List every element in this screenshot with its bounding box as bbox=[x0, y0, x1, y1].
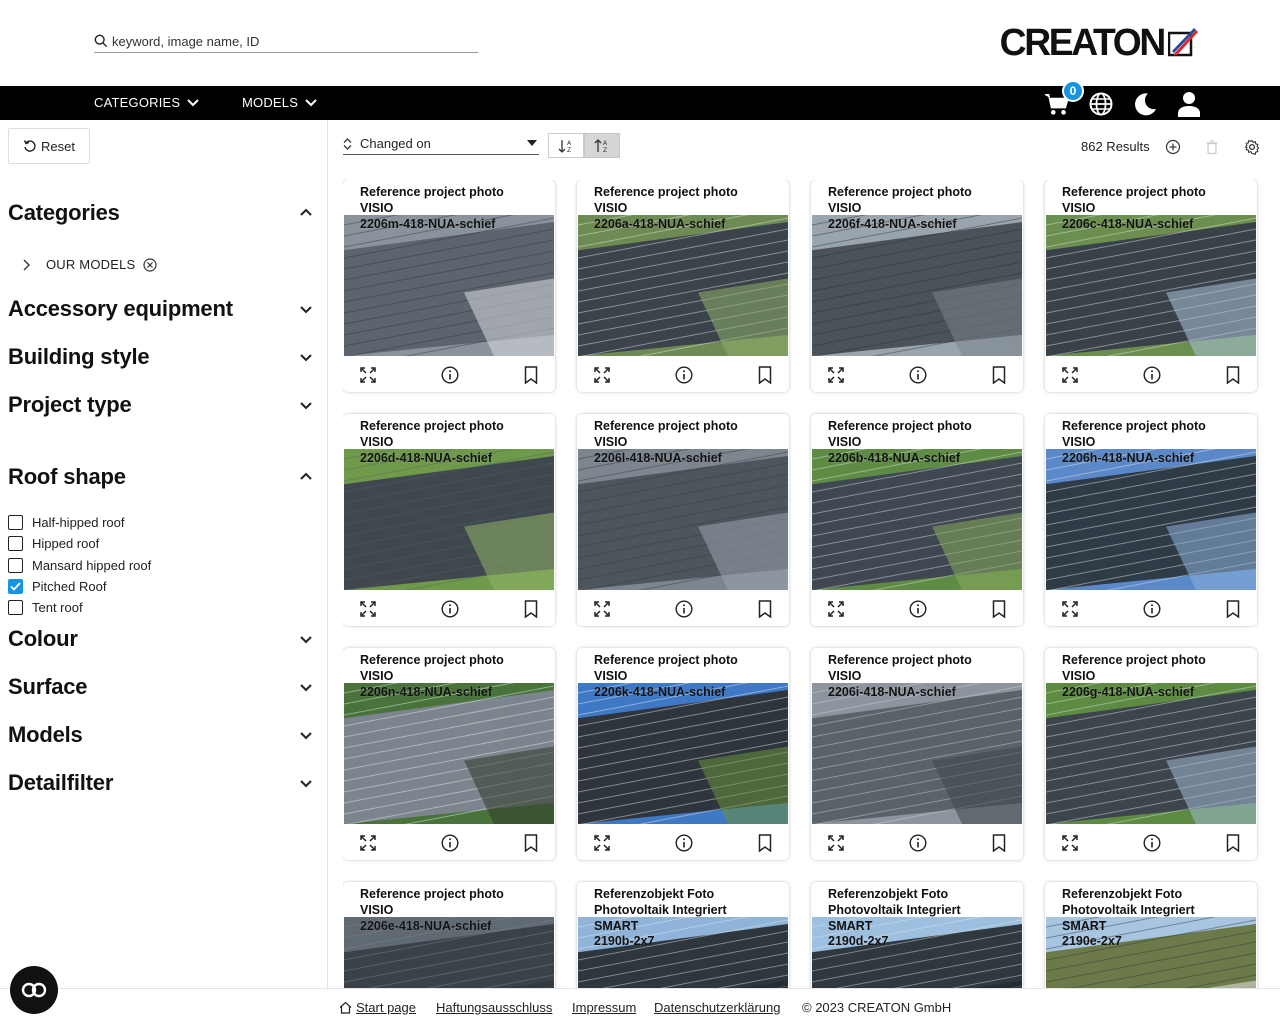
info-button[interactable] bbox=[441, 834, 459, 852]
bookmark-button[interactable] bbox=[756, 366, 774, 384]
card-title bbox=[828, 653, 972, 685]
option-label: Hipped roof bbox=[32, 536, 100, 552]
expand-icon bbox=[1062, 367, 1078, 383]
expand-icon bbox=[1062, 601, 1078, 617]
card-photo[interactable] bbox=[344, 215, 554, 356]
svg-text:A: A bbox=[567, 139, 572, 147]
card-title-line1: Reference project photo bbox=[360, 653, 504, 667]
checkbox[interactable] bbox=[8, 558, 23, 573]
chevron-down-icon bbox=[300, 303, 312, 315]
option-label: Half-hipped roof bbox=[32, 515, 125, 531]
card-actions bbox=[343, 824, 555, 860]
option-label: Tent roof bbox=[32, 600, 83, 616]
trash-icon[interactable] bbox=[1204, 139, 1220, 155]
expand-icon bbox=[360, 367, 376, 383]
card-actions bbox=[811, 824, 1023, 860]
card-title bbox=[1062, 653, 1206, 685]
result-card[interactable] bbox=[343, 648, 555, 860]
card-title bbox=[828, 185, 972, 217]
option-label: Pitched Roof bbox=[32, 579, 107, 595]
info-button[interactable] bbox=[441, 600, 459, 618]
nav-models[interactable] bbox=[242, 95, 317, 110]
expand-button[interactable] bbox=[359, 600, 377, 618]
roof-option-mansard-hipped[interactable] bbox=[8, 555, 151, 576]
creaton-logo[interactable] bbox=[998, 22, 1198, 64]
card-photo[interactable] bbox=[1046, 215, 1256, 356]
search-bar[interactable] bbox=[94, 30, 478, 53]
card-title-line1: Reference project photo bbox=[1062, 653, 1206, 667]
card-image-id: 2206f-418-NUA-schief bbox=[828, 217, 957, 231]
facet-title: Models bbox=[8, 722, 83, 747]
chevron-down-icon bbox=[300, 633, 312, 645]
sort-descending-button[interactable] bbox=[548, 133, 584, 158]
roof-option-pitched[interactable] bbox=[8, 576, 151, 597]
chevron-down-icon bbox=[187, 99, 199, 107]
chevron-down-icon bbox=[300, 681, 312, 693]
roof-shape-options bbox=[8, 512, 151, 618]
chevron-down-icon bbox=[300, 351, 312, 363]
card-title-line2: Photovoltaik Integriert bbox=[1062, 902, 1195, 917]
footer-copyright: © 2023 CREATON GmbH bbox=[802, 1000, 952, 1015]
card-photo[interactable] bbox=[812, 449, 1022, 590]
footer-link-datenschutz[interactable]: Datenschutzerklärung bbox=[654, 1000, 781, 1015]
card-image-id: 2206g-418-NUA-schief bbox=[1062, 685, 1194, 699]
bookmark-icon bbox=[992, 600, 1006, 618]
info-icon bbox=[675, 600, 693, 618]
result-card[interactable] bbox=[1045, 414, 1257, 626]
bookmark-button[interactable] bbox=[522, 600, 540, 618]
roof-option-hipped[interactable] bbox=[8, 533, 151, 554]
info-button[interactable] bbox=[675, 600, 693, 618]
chevron-down-icon bbox=[305, 99, 317, 107]
card-photo-svg bbox=[1046, 449, 1256, 590]
globe-icon bbox=[1089, 92, 1113, 116]
expand-button[interactable] bbox=[827, 366, 845, 384]
facet-roof-shape[interactable] bbox=[8, 464, 314, 490]
result-card[interactable] bbox=[1045, 180, 1257, 392]
expand-icon bbox=[594, 835, 610, 851]
info-icon bbox=[441, 366, 459, 384]
reset-icon bbox=[23, 139, 37, 153]
info-button[interactable] bbox=[1143, 834, 1161, 852]
chevron-down-icon bbox=[300, 777, 312, 789]
card-image-id: 2190d-2x7 bbox=[828, 934, 889, 948]
bookmark-button[interactable] bbox=[990, 366, 1008, 384]
card-title bbox=[360, 653, 504, 685]
card-title-line2: VISIO bbox=[828, 668, 862, 683]
result-card[interactable] bbox=[577, 180, 789, 392]
info-icon bbox=[675, 834, 693, 852]
card-title-line2: VISIO bbox=[594, 434, 628, 449]
card-title-line2: VISIO bbox=[360, 668, 394, 683]
facet-title: Detailfilter bbox=[8, 770, 114, 795]
card-photo[interactable] bbox=[578, 449, 788, 590]
logo-text: CREATON bbox=[999, 22, 1164, 64]
card-photo-svg bbox=[344, 449, 554, 590]
card-image-id: 2206c-418-NUA-schief bbox=[1062, 217, 1194, 231]
checkbox[interactable] bbox=[8, 600, 23, 615]
bookmark-icon bbox=[992, 834, 1006, 852]
expand-icon bbox=[360, 835, 376, 851]
nav-categories[interactable] bbox=[94, 95, 199, 110]
info-icon bbox=[441, 834, 459, 852]
card-photo-svg bbox=[812, 449, 1022, 590]
card-title-line2: VISIO bbox=[360, 200, 394, 215]
card-image-id: 2190b-2x7 bbox=[594, 934, 655, 948]
expand-button[interactable] bbox=[1061, 834, 1079, 852]
svg-text:Z: Z bbox=[603, 146, 608, 153]
info-icon bbox=[1143, 834, 1161, 852]
footer bbox=[0, 988, 1280, 1024]
expand-icon bbox=[594, 601, 610, 617]
card-photo[interactable] bbox=[344, 917, 554, 988]
card-actions bbox=[1045, 356, 1257, 392]
card-title bbox=[360, 419, 504, 451]
card-photo[interactable] bbox=[1046, 683, 1256, 824]
card-photo-svg bbox=[578, 449, 788, 590]
card-image-id: 2206l-418-NUA-schief bbox=[594, 451, 722, 465]
gear-icon[interactable] bbox=[1244, 139, 1260, 155]
bookmark-button[interactable] bbox=[756, 834, 774, 852]
card-title-line3: SMART bbox=[828, 918, 873, 933]
card-title-line2: VISIO bbox=[360, 902, 394, 917]
card-title-line3: SMART bbox=[1062, 918, 1107, 933]
sort-ascending-button[interactable] bbox=[584, 133, 620, 158]
card-title-line1: Reference project photo bbox=[1062, 419, 1206, 433]
card-actions bbox=[1045, 824, 1257, 860]
main-nav bbox=[0, 86, 1280, 120]
option-label: Mansard hipped roof bbox=[32, 557, 152, 573]
card-title bbox=[828, 887, 961, 934]
accessibility-button[interactable] bbox=[10, 966, 58, 1014]
card-photo[interactable] bbox=[1046, 449, 1256, 590]
expand-button[interactable] bbox=[1061, 366, 1079, 384]
footer-link-haftungsausschluss[interactable]: Haftungsausschluss bbox=[436, 1000, 553, 1015]
result-card[interactable] bbox=[1045, 882, 1257, 988]
info-button[interactable] bbox=[441, 366, 459, 384]
card-title-line1: Referenzobjekt Foto bbox=[1062, 887, 1183, 901]
card-title-line1: Reference project photo bbox=[594, 653, 738, 667]
expand-button[interactable] bbox=[827, 600, 845, 618]
card-photo-svg bbox=[812, 683, 1022, 824]
cart-count-badge: 0 bbox=[1062, 80, 1084, 102]
bookmark-button[interactable] bbox=[522, 834, 540, 852]
facet-title: Colour bbox=[8, 626, 78, 651]
facet-title: Categories bbox=[8, 200, 120, 225]
info-icon bbox=[675, 366, 693, 384]
footer-link-impressum[interactable]: Impressum bbox=[572, 1000, 637, 1015]
card-photo-svg bbox=[1046, 215, 1256, 356]
bookmark-button[interactable] bbox=[1224, 834, 1242, 852]
expand-button[interactable] bbox=[827, 834, 845, 852]
card-actions bbox=[577, 590, 789, 626]
expand-icon bbox=[594, 367, 610, 383]
checkbox[interactable] bbox=[8, 536, 23, 551]
card-title-line1: Referenzobjekt Foto bbox=[594, 887, 715, 901]
caret-down-icon bbox=[527, 140, 537, 146]
filter-sidebar bbox=[0, 120, 328, 988]
nav-models-label: MODELS bbox=[242, 95, 299, 110]
card-title-line1: Reference project photo bbox=[828, 185, 972, 199]
card-title-line2: VISIO bbox=[594, 668, 628, 683]
results-count: 862 Results bbox=[1081, 139, 1150, 154]
expand-button[interactable] bbox=[593, 600, 611, 618]
info-button[interactable] bbox=[1143, 600, 1161, 618]
card-photo[interactable] bbox=[812, 683, 1022, 824]
reset-button[interactable] bbox=[8, 128, 90, 164]
card-photo[interactable] bbox=[344, 683, 554, 824]
chevron-right-icon bbox=[22, 259, 30, 271]
card-photo[interactable] bbox=[578, 683, 788, 824]
bookmark-icon bbox=[758, 834, 772, 852]
card-title-line1: Reference project photo bbox=[360, 887, 504, 901]
user-icon bbox=[1177, 91, 1201, 117]
result-card[interactable] bbox=[577, 414, 789, 626]
bookmark-icon bbox=[758, 366, 772, 384]
expand-icon bbox=[828, 601, 844, 617]
card-actions bbox=[1045, 590, 1257, 626]
card-image-id: 2206a-418-NUA-schief bbox=[594, 217, 726, 231]
result-card[interactable] bbox=[343, 882, 555, 988]
checkbox[interactable] bbox=[8, 515, 23, 530]
bookmark-icon bbox=[524, 600, 538, 618]
info-icon bbox=[1143, 600, 1161, 618]
sort-direction-group bbox=[548, 133, 620, 158]
card-photo-svg bbox=[812, 215, 1022, 356]
info-button[interactable] bbox=[675, 366, 693, 384]
bookmark-button[interactable] bbox=[1224, 600, 1242, 618]
info-icon bbox=[909, 834, 927, 852]
facet-title: Project type bbox=[8, 392, 132, 417]
bookmark-icon bbox=[992, 366, 1006, 384]
result-card[interactable] bbox=[1045, 648, 1257, 860]
facet-title: Surface bbox=[8, 674, 88, 699]
logo-mark-icon bbox=[1168, 28, 1198, 58]
card-image-id: 2206k-418-NUA-schief bbox=[594, 685, 726, 699]
search-input[interactable] bbox=[112, 34, 452, 49]
bookmark-button[interactable] bbox=[990, 600, 1008, 618]
card-title-line2: VISIO bbox=[1062, 434, 1096, 449]
card-photo-svg bbox=[578, 215, 788, 356]
card-title-line1: Reference project photo bbox=[594, 185, 738, 199]
card-title-line1: Reference project photo bbox=[360, 185, 504, 199]
facet-detailfilter[interactable] bbox=[8, 770, 314, 796]
card-photo-svg bbox=[1046, 683, 1256, 824]
header bbox=[0, 0, 1280, 86]
result-card[interactable] bbox=[343, 180, 555, 392]
card-title bbox=[1062, 185, 1206, 217]
language-button[interactable] bbox=[1088, 91, 1114, 117]
nav-categories-label: CATEGORIES bbox=[94, 95, 181, 110]
card-image-id: 2206b-418-NUA-schief bbox=[828, 451, 960, 465]
card-photo-svg bbox=[344, 683, 554, 824]
accessibility-icon bbox=[21, 982, 47, 998]
facet-surface[interactable] bbox=[8, 674, 314, 700]
roof-option-half-hipped[interactable] bbox=[8, 512, 151, 533]
moon-icon bbox=[1133, 92, 1157, 116]
card-photo[interactable] bbox=[812, 215, 1022, 356]
result-card[interactable] bbox=[811, 648, 1023, 860]
card-title bbox=[360, 185, 504, 217]
card-title-line2: VISIO bbox=[594, 200, 628, 215]
roof-option-tent[interactable] bbox=[8, 597, 151, 618]
card-title-line3: SMART bbox=[594, 918, 639, 933]
facet-models[interactable] bbox=[8, 722, 314, 748]
expand-button[interactable] bbox=[359, 834, 377, 852]
bookmark-icon bbox=[758, 600, 772, 618]
card-title-line1: Reference project photo bbox=[594, 419, 738, 433]
add-circle-icon[interactable] bbox=[1165, 139, 1181, 155]
card-image-id: 2190e-2x7 bbox=[1062, 934, 1122, 948]
card-photo-svg bbox=[578, 683, 788, 824]
chevron-down-icon bbox=[300, 399, 312, 411]
sort-label: Changed on bbox=[360, 136, 431, 151]
card-title bbox=[360, 887, 504, 919]
card-actions bbox=[577, 824, 789, 860]
card-title-line1: Reference project photo bbox=[360, 419, 504, 433]
result-card[interactable] bbox=[811, 882, 1023, 988]
checkbox-checked[interactable] bbox=[8, 579, 23, 594]
result-card[interactable] bbox=[577, 882, 789, 988]
info-button[interactable] bbox=[909, 600, 927, 618]
result-card[interactable] bbox=[343, 414, 555, 626]
card-title-line2: VISIO bbox=[828, 434, 862, 449]
card-actions bbox=[343, 356, 555, 392]
card-photo-svg bbox=[344, 215, 554, 356]
card-title bbox=[594, 419, 738, 451]
facet-title: Accessory equipment bbox=[8, 296, 233, 321]
card-title-line2: VISIO bbox=[1062, 200, 1096, 215]
reset-label: Reset bbox=[41, 138, 75, 154]
bookmark-icon bbox=[1226, 600, 1240, 618]
chevron-down-icon bbox=[300, 729, 312, 741]
card-title-line1: Referenzobjekt Foto bbox=[828, 887, 949, 901]
facet-categories[interactable] bbox=[8, 200, 314, 226]
info-button[interactable] bbox=[1143, 366, 1161, 384]
bookmark-button[interactable] bbox=[522, 366, 540, 384]
bookmark-icon bbox=[1226, 834, 1240, 852]
card-image-id: 2206e-418-NUA-schief bbox=[360, 919, 492, 933]
facet-title: Building style bbox=[8, 344, 150, 369]
home-icon bbox=[339, 1001, 352, 1014]
info-button[interactable] bbox=[675, 834, 693, 852]
footer-link-start-page[interactable]: Start page bbox=[356, 1000, 416, 1015]
card-title-line1: Reference project photo bbox=[828, 419, 972, 433]
card-title bbox=[1062, 887, 1195, 934]
info-button[interactable] bbox=[909, 366, 927, 384]
card-title bbox=[594, 653, 738, 685]
card-title bbox=[828, 419, 972, 451]
bookmark-icon bbox=[1226, 366, 1240, 384]
facet-colour[interactable] bbox=[8, 626, 314, 652]
expand-icon bbox=[828, 835, 844, 851]
account-button[interactable] bbox=[1176, 91, 1202, 117]
card-image-id: 2206d-418-NUA-schief bbox=[360, 451, 492, 465]
bookmark-button[interactable] bbox=[756, 600, 774, 618]
card-actions bbox=[811, 590, 1023, 626]
card-title-line1: Reference project photo bbox=[1062, 185, 1206, 199]
sort-asc-icon bbox=[594, 139, 610, 153]
info-icon bbox=[1143, 366, 1161, 384]
expand-icon bbox=[828, 367, 844, 383]
card-title-line2: VISIO bbox=[360, 434, 394, 449]
expand-button[interactable] bbox=[593, 366, 611, 384]
bookmark-icon bbox=[524, 366, 538, 384]
bookmark-icon bbox=[524, 834, 538, 852]
category-our-models[interactable] bbox=[22, 257, 157, 272]
card-image-id: 2206i-418-NUA-schief bbox=[828, 685, 956, 699]
card-title-line2: VISIO bbox=[1062, 668, 1096, 683]
card-title bbox=[594, 887, 727, 934]
facet-accessory-equipment[interactable] bbox=[8, 296, 314, 322]
expand-button[interactable] bbox=[359, 366, 377, 384]
chevron-up-icon bbox=[300, 471, 312, 483]
card-actions bbox=[577, 356, 789, 392]
svg-text:A: A bbox=[603, 139, 608, 147]
info-icon bbox=[909, 366, 927, 384]
expand-icon bbox=[360, 601, 376, 617]
category-label: OUR MODELS bbox=[46, 257, 136, 272]
card-actions bbox=[343, 590, 555, 626]
card-image-id: 2206n-418-NUA-schief bbox=[360, 685, 492, 699]
cart-button[interactable] bbox=[1044, 84, 1077, 117]
card-title bbox=[1062, 419, 1206, 451]
bookmark-button[interactable] bbox=[990, 834, 1008, 852]
info-icon bbox=[441, 600, 459, 618]
svg-text:Z: Z bbox=[567, 146, 572, 153]
chevron-up-icon bbox=[300, 207, 312, 219]
result-card[interactable] bbox=[811, 414, 1023, 626]
card-photo[interactable] bbox=[578, 215, 788, 356]
search-icon bbox=[94, 34, 108, 48]
card-photo[interactable] bbox=[344, 449, 554, 590]
facet-project-type[interactable] bbox=[8, 392, 314, 418]
card-image-id: 2206m-418-NUA-schief bbox=[360, 217, 496, 231]
facet-building-style[interactable] bbox=[8, 344, 314, 370]
card-title-line2: Photovoltaik Integriert bbox=[594, 902, 727, 917]
expand-icon bbox=[1062, 835, 1078, 851]
card-title-line2: Photovoltaik Integriert bbox=[828, 902, 961, 917]
sort-select[interactable] bbox=[343, 133, 539, 155]
result-card[interactable] bbox=[811, 180, 1023, 392]
card-title-line1: Reference project photo bbox=[828, 653, 972, 667]
bookmark-button[interactable] bbox=[1224, 366, 1242, 384]
check-icon bbox=[10, 582, 21, 591]
info-icon bbox=[909, 600, 927, 618]
info-button[interactable] bbox=[909, 834, 927, 852]
expand-button[interactable] bbox=[593, 834, 611, 852]
facet-title: Roof shape bbox=[8, 464, 126, 489]
card-title bbox=[594, 185, 738, 217]
result-card[interactable] bbox=[577, 648, 789, 860]
expand-button[interactable] bbox=[1061, 600, 1079, 618]
remove-filter-icon[interactable] bbox=[143, 258, 157, 272]
card-image-id: 2206h-418-NUA-schief bbox=[1062, 451, 1194, 465]
sort-desc-icon bbox=[558, 139, 574, 153]
sort-arrows-icon bbox=[343, 138, 352, 150]
results-grid bbox=[343, 180, 1263, 988]
card-actions bbox=[811, 356, 1023, 392]
card-title-line2: VISIO bbox=[828, 200, 862, 215]
dark-mode-button[interactable] bbox=[1132, 91, 1158, 117]
